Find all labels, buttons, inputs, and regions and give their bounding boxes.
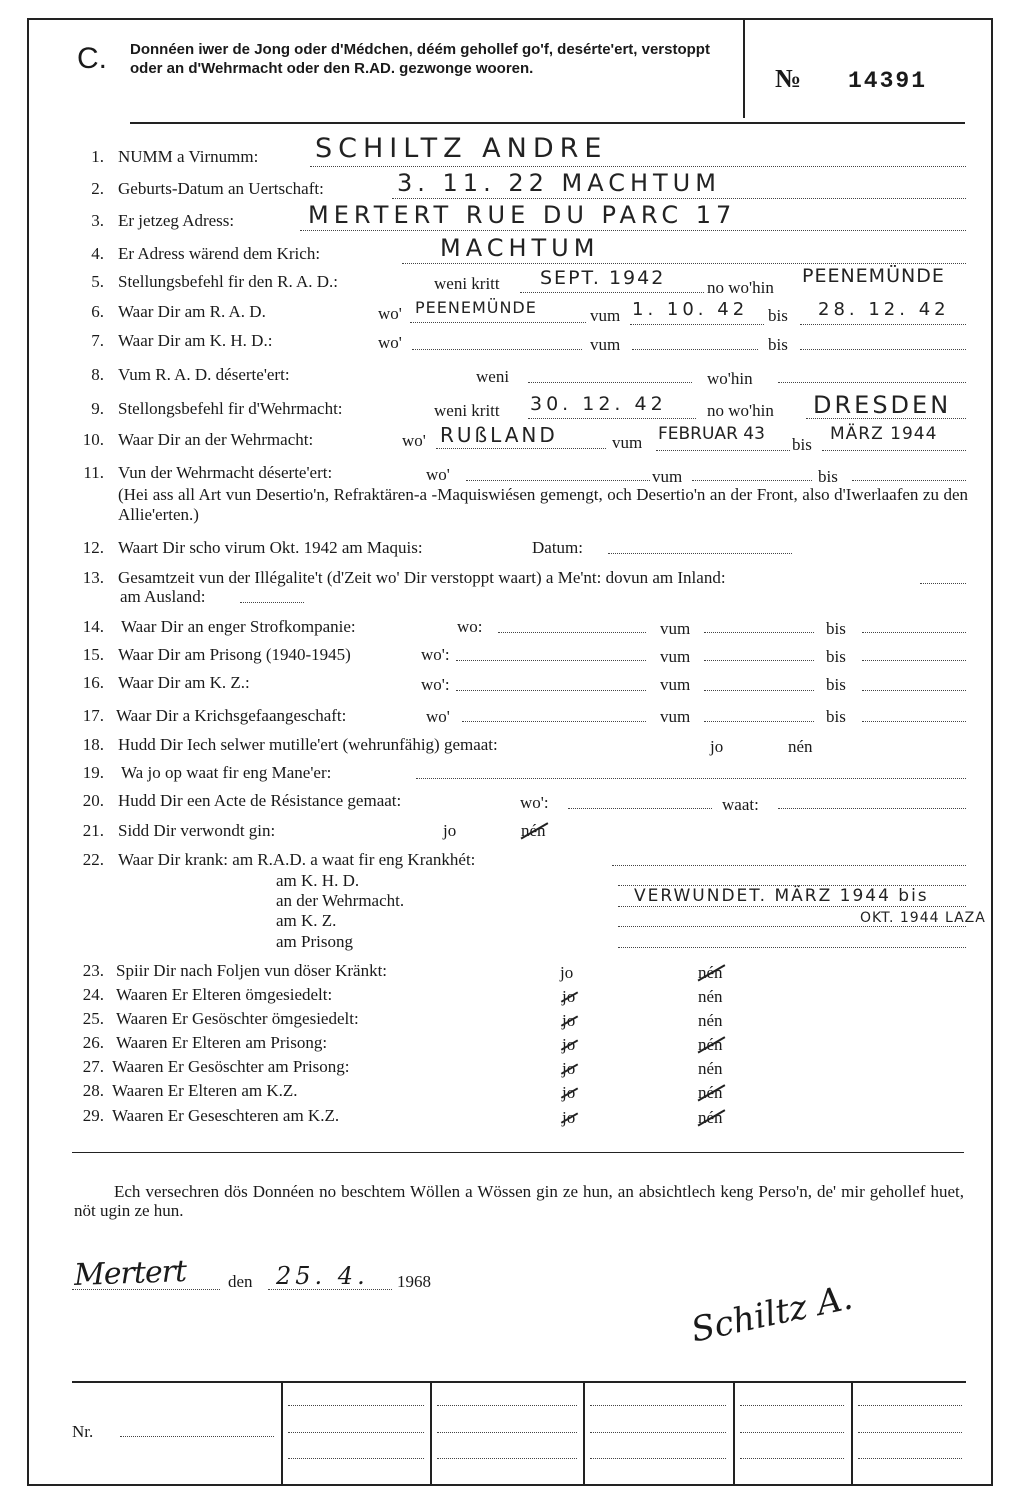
q15-bis-label: bis <box>826 647 846 666</box>
header-divider <box>743 20 745 118</box>
footer-col-1 <box>281 1383 283 1486</box>
q17-wo-label: wo' <box>426 707 450 726</box>
nr-label: Nr. <box>72 1422 94 1441</box>
q14-bis-label: bis <box>826 619 846 638</box>
q27-jo: jo <box>562 1059 576 1078</box>
q28-label: Waaren Er Elteren am K.Z. <box>112 1081 298 1100</box>
q1-line <box>310 166 966 167</box>
q12-number: 12. <box>82 538 104 557</box>
q15-number: 15. <box>82 645 104 664</box>
q17-label: Waar Dir a Krichsgefaangeschaft: <box>116 706 347 725</box>
q24-nen: nén <box>698 987 723 1006</box>
q7-label: Waar Dir am K. H. D.: <box>118 331 273 350</box>
q15-wo-line <box>456 660 646 661</box>
q22-wehrmacht-line <box>618 906 966 907</box>
q14-wo-label: wo: <box>457 617 483 636</box>
q14-vum-line <box>704 632 814 633</box>
q3-line <box>300 230 966 231</box>
q16-vum-line <box>704 690 814 691</box>
den-label: den <box>228 1272 253 1291</box>
q9-place: DRESDEN <box>813 391 952 419</box>
signature-date: 25. 4. <box>276 1262 369 1290</box>
q14-wo-line <box>498 632 646 633</box>
footer-c4-line3 <box>740 1458 844 1459</box>
q24-jo: jo <box>562 987 576 1006</box>
form-heading: Donnéen iwer de Jong oder d'Médchen, déém gehollef go'f, desérte'ert, verstoppt oder an d'Wehrmacht oder den R.AD. gezwonge wooren. <box>130 41 710 77</box>
q26-jo: jo <box>562 1035 576 1054</box>
q20-waat-label: waat: <box>722 795 759 814</box>
q16-wo-label: wo': <box>421 675 450 694</box>
q10-bis-label: bis <box>792 435 812 454</box>
q23-nen: nén <box>698 963 723 982</box>
q6-to: 28. 12. 42 <box>818 299 950 320</box>
q14-vum-label: vum <box>660 619 691 638</box>
q7-wo-label: wo' <box>378 333 402 352</box>
q21-nen: nén <box>521 821 546 840</box>
place-line <box>72 1289 220 1290</box>
q11-wo-label: wo' <box>426 465 450 484</box>
q8-wohin-line <box>778 382 966 383</box>
q5-where-label: no wo'hin <box>707 278 774 297</box>
q6-vum-line <box>630 324 764 325</box>
q18-nen: nén <box>788 737 813 756</box>
q5-number: 5. <box>91 272 104 291</box>
q26-label: Waaren Er Elteren am Prisong: <box>116 1033 328 1052</box>
q21-number: 21. <box>82 821 104 840</box>
footer-c2-line2 <box>437 1432 577 1433</box>
q21-jo: jo <box>443 821 457 840</box>
year-label: 1968 <box>397 1272 431 1291</box>
q4-number: 4. <box>91 244 104 263</box>
q15-bis-line <box>862 660 966 661</box>
footer-col-5 <box>851 1383 853 1486</box>
q3-answer: MERTERT RUE DU PARC 17 <box>308 201 737 229</box>
q11-label: Vun der Wehrmacht déserte'ert: <box>118 463 333 482</box>
q28-nen: nén <box>698 1083 723 1102</box>
q2-answer: 3. 11. 22 MACHTUM <box>397 169 721 197</box>
q13-number: 13. <box>82 568 104 587</box>
q11-bis-line <box>852 480 966 481</box>
q18-label: Hudd Dir Iech selwer mutille'ert (wehrunfähig) gemaat: <box>118 735 498 754</box>
q18-jo: jo <box>710 737 724 756</box>
q12-datum-line <box>608 553 792 554</box>
footer-c4-line2 <box>740 1432 844 1433</box>
q8-wohin-label: wo'hin <box>707 369 753 388</box>
header-rule <box>130 122 965 124</box>
q16-bis-line <box>862 690 966 691</box>
q8-weni-label: weni <box>476 367 510 386</box>
q11-number: 11. <box>83 463 104 482</box>
footer-c1-line1 <box>288 1405 424 1406</box>
q29-label: Waaren Er Geseschteren am K.Z. <box>112 1106 340 1125</box>
footer-c2-line3 <box>437 1458 577 1459</box>
footer-c2-line1 <box>437 1405 577 1406</box>
q4-answer: MACHTUM <box>440 234 600 262</box>
q7-bis-line <box>800 349 966 350</box>
q17-number: 17. <box>82 706 104 725</box>
q3-label: Er jetzeg Adress: <box>118 211 235 230</box>
q20-wo-line <box>568 808 712 809</box>
q13-inland-line <box>920 583 966 584</box>
q10-place: RUßLAND <box>440 423 558 447</box>
q1-label: NUMM a Virnumm: <box>118 147 259 166</box>
q6-from: 1. 10. 42 <box>632 299 749 320</box>
q13-label2: am Ausland: <box>120 587 206 606</box>
footer-c3-line3 <box>590 1458 726 1459</box>
q14-bis-line <box>862 632 966 633</box>
q19-number: 19. <box>82 763 104 782</box>
q6-wo-line <box>410 322 586 323</box>
q5-date: SEPT. 1942 <box>540 267 666 289</box>
form-number: 14391 <box>848 68 928 94</box>
q4-line <box>402 263 966 264</box>
q8-number: 8. <box>91 365 104 384</box>
q28-jo: jo <box>562 1083 576 1102</box>
q23-number: 23. <box>82 961 104 980</box>
q18-number: 18. <box>82 735 104 754</box>
q9-label: Stellongsbefehl fir d'Wehrmacht: <box>118 399 343 418</box>
q11-wo-line <box>466 480 650 481</box>
q29-jo: jo <box>562 1108 576 1127</box>
q14-label: Waar Dir an enger Strofkompanie: <box>121 617 356 636</box>
q9-when-label: weni kritt <box>434 401 500 420</box>
q4-label: Er Adress wärend dem Krich: <box>118 244 321 263</box>
q7-wo-line <box>412 349 582 350</box>
q7-bis-label: bis <box>768 335 788 354</box>
q20-wo-label: wo': <box>520 793 549 812</box>
q5-when-line <box>520 292 704 293</box>
q10-to: MÄRZ 1944 <box>830 424 938 444</box>
q15-label: Waar Dir am Prisong (1940-1945) <box>118 645 351 664</box>
q2-label: Geburts-Datum an Uertschaft: <box>118 179 324 198</box>
q15-vum-label: vum <box>660 647 691 666</box>
q2-line <box>392 198 966 199</box>
q22-answer2: OKT. 1944 LAZA <box>860 910 986 926</box>
q17-bis-label: bis <box>826 707 846 726</box>
q22-sub-khd: am K. H. D. <box>276 871 360 890</box>
q17-bis-line <box>862 721 966 722</box>
q24-label: Waaren Er Elteren ömgesiedelt: <box>116 985 333 1004</box>
q16-number: 16. <box>82 673 104 692</box>
footer-c3-line2 <box>590 1432 726 1433</box>
q11-note: (Hei ass all Art vun Desertio'n, Refraktären-a -Maquiswiésen gemengt, och Desertio'n an der Front, also d'Iwerlaafen zu den Allie'erten.) <box>118 485 968 524</box>
q16-vum-label: vum <box>660 675 691 694</box>
q6-vum-label: vum <box>590 306 621 325</box>
q9-number: 9. <box>91 399 104 418</box>
q17-vum-line <box>704 721 814 722</box>
section-letter: C. <box>77 42 107 75</box>
q20-label: Hudd Dir een Acte de Résistance gemaat: <box>118 791 402 810</box>
q25-jo: jo <box>562 1011 576 1030</box>
q22-rad-line <box>612 865 966 866</box>
q1-number: 1. <box>91 147 104 166</box>
q19-line <box>416 778 966 779</box>
footer-c5-line1 <box>858 1405 962 1406</box>
q10-vum-label: vum <box>612 433 643 452</box>
q27-number: 27. <box>82 1057 104 1076</box>
q10-wo-label: wo' <box>402 431 426 450</box>
q22-sub-wehrmacht: an der Wehrmacht. <box>276 891 405 910</box>
q6-place: PEENEMÜNDE <box>415 298 537 317</box>
q16-bis-label: bis <box>826 675 846 694</box>
q11-vum-label: vum <box>652 467 683 486</box>
q29-number: 29. <box>82 1106 104 1125</box>
q24-number: 24. <box>82 985 104 1004</box>
q26-number: 26. <box>82 1033 104 1052</box>
declaration-text: Ech versechren dös Donnéen no beschtem Wöllen a Wössen gin ze hun, an absichtlech keng Perso'n, de' mir gehollef huet, nöt ugin ze hun. <box>74 1182 964 1220</box>
q11-bis-label: bis <box>818 467 838 486</box>
footer-c1-line3 <box>288 1458 424 1459</box>
q1-answer: SCHILTZ ANDRE <box>315 133 608 164</box>
q27-label: Waaren Er Gesöschter am Prisong: <box>112 1057 350 1076</box>
q22-sub-kz: am K. Z. <box>276 911 337 930</box>
q12-label: Waart Dir scho virum Okt. 1942 am Maquis: <box>118 538 423 557</box>
q8-weni-line <box>528 382 692 383</box>
q14-number: 14. <box>82 617 104 636</box>
q7-vum-line <box>632 349 758 350</box>
q22-prisong-line <box>618 947 966 948</box>
footer-c4-line1 <box>740 1405 844 1406</box>
q6-label: Waar Dir am R. A. D. <box>118 302 266 321</box>
q17-vum-label: vum <box>660 707 691 726</box>
q13-ausland-line <box>240 602 304 603</box>
q5-when-label: weni kritt <box>434 274 500 293</box>
q9-date: 30. 12. 42 <box>530 393 667 415</box>
q22-number: 22. <box>82 850 104 869</box>
q26-nen: nén <box>698 1035 723 1054</box>
q22-label: Waar Dir krank: am R.A.D. a waat fir eng Krankhét: <box>118 850 476 869</box>
q3-number: 3. <box>91 211 104 230</box>
q17-wo-line <box>462 721 646 722</box>
q20-number: 20. <box>82 791 104 810</box>
q5-place: PEENEMÜNDE <box>802 265 945 287</box>
signature-place: Mertert <box>73 1254 187 1293</box>
q10-vum-line <box>656 450 790 451</box>
q6-bis-line <box>800 324 966 325</box>
q15-vum-line <box>704 660 814 661</box>
q10-number: 10. <box>82 430 104 449</box>
q5-label: Stellungsbefehl fir den R. A. D.: <box>118 272 339 291</box>
q25-label: Waaren Er Gesöschter ömgesiedelt: <box>116 1009 359 1028</box>
q13-label: Gesamtzeit vun der Illégalite't (d'Zeit wo' Dir verstoppt waart) a Me'nt: dovun am Inland: <box>118 568 726 587</box>
footer-col-2 <box>430 1383 432 1486</box>
q29-nen: nén <box>698 1108 723 1127</box>
q16-wo-line <box>456 690 646 691</box>
q28-number: 28. <box>82 1081 104 1100</box>
nr-line <box>120 1436 274 1437</box>
q25-number: 25. <box>82 1009 104 1028</box>
q23-label: Spiir Dir nach Foljen vun döser Kränkt: <box>116 961 388 980</box>
q9-where-label: no wo'hin <box>707 401 774 420</box>
q11-vum-line <box>692 480 812 481</box>
q27-nen: nén <box>698 1059 723 1078</box>
q25-nen: nén <box>698 1011 723 1030</box>
q7-number: 7. <box>91 331 104 350</box>
q22-sub-prisong: am Prisong <box>276 932 353 951</box>
q6-number: 6. <box>91 302 104 321</box>
q12-datum-label: Datum: <box>532 538 583 557</box>
footer-col-3 <box>583 1383 585 1486</box>
q6-bis-label: bis <box>768 306 788 325</box>
q2-number: 2. <box>91 179 104 198</box>
q7-vum-label: vum <box>590 335 621 354</box>
q19-label: Wa jo op waat fir eng Mane'er: <box>121 763 332 782</box>
declaration-rule <box>72 1152 964 1153</box>
q6-wo-label: wo' <box>378 304 402 323</box>
q10-from: FEBRUAR 43 <box>658 424 765 444</box>
footer-rule-top <box>72 1381 966 1383</box>
footer-c1-line2 <box>288 1432 424 1433</box>
footer-c5-line2 <box>858 1432 962 1433</box>
q15-wo-label: wo': <box>421 645 450 664</box>
q8-label: Vum R. A. D. déserte'ert: <box>118 365 290 384</box>
footer-c3-line1 <box>590 1405 726 1406</box>
q23-jo: jo <box>560 963 574 982</box>
footer-col-4 <box>733 1383 735 1486</box>
q10-label: Waar Dir an der Wehrmacht: <box>118 430 314 449</box>
q10-bis-line <box>822 450 966 451</box>
signature: Schiltz A. <box>687 1277 857 1351</box>
q20-waat-line <box>778 808 966 809</box>
q10-wo-line <box>436 448 606 449</box>
q16-label: Waar Dir am K. Z.: <box>118 673 250 692</box>
q21-label: Sidd Dir verwondt gin: <box>118 821 276 840</box>
q9-when-line <box>528 418 696 419</box>
footer-c5-line3 <box>858 1458 962 1459</box>
number-symbol: № <box>775 64 802 93</box>
q22-answer1: VERWUNDET. MÄRZ 1944 bis <box>634 886 929 906</box>
